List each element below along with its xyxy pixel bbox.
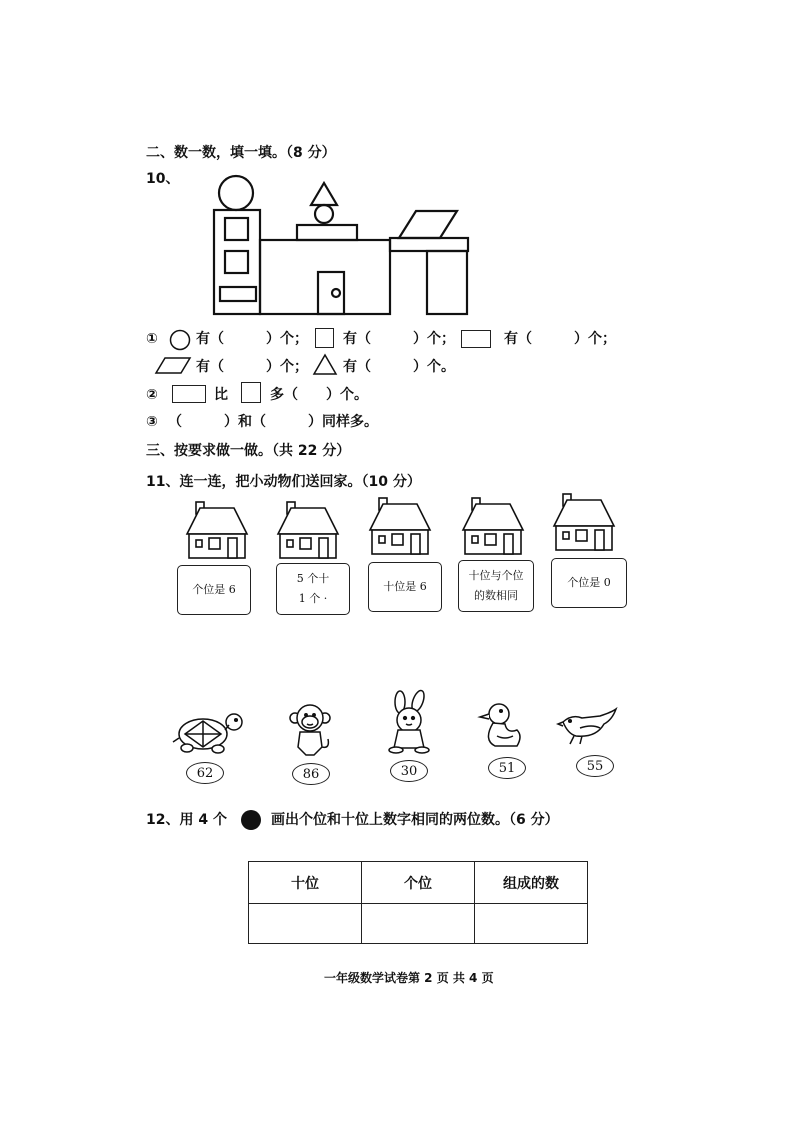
house-label-card[interactable]	[551, 558, 627, 608]
house-label-line: 十位与个位	[468, 569, 524, 583]
square-count-blank[interactable]: 有（ ）个；	[343, 331, 455, 347]
house-label-line: 的数相同	[474, 589, 518, 602]
compare-word: 比	[214, 387, 228, 403]
triangle-count-blank[interactable]: 有（ ）个。	[343, 359, 455, 375]
house-icon	[275, 500, 341, 560]
house-icon	[460, 496, 526, 556]
house-label-card[interactable]	[276, 563, 350, 615]
table-header-row	[249, 862, 588, 904]
filled-dot-icon	[240, 809, 262, 831]
question-10-number: 10、	[146, 171, 180, 187]
house-label-line: 1 个 ·	[298, 592, 328, 605]
circle-shape-icon	[169, 329, 191, 351]
ones-answer-cell[interactable]	[362, 904, 475, 944]
square-shape-icon	[315, 328, 334, 348]
animal-number-badge[interactable]: 55	[576, 755, 614, 777]
table-header-ones: 个位	[362, 862, 475, 904]
rectangle-count-blank[interactable]: 有（ ）个；	[504, 331, 616, 347]
page-footer: 一年级数学试卷第 2 页 共 4 页	[324, 971, 494, 985]
animal-number-badge[interactable]: 62	[186, 762, 224, 784]
triangle-shape-icon	[313, 354, 337, 376]
house-icon	[367, 496, 433, 556]
monkey-icon	[288, 703, 332, 759]
item-2-marker: ②	[146, 387, 158, 403]
house-label-card[interactable]	[458, 560, 534, 612]
question-11-prompt: 11、连一连，把小动物们送回家。（10 分）	[146, 474, 421, 490]
table-header-tens: 十位	[249, 862, 362, 904]
bird-icon	[560, 706, 618, 746]
duck-icon	[477, 700, 525, 752]
answer-table	[248, 861, 588, 944]
number-answer-cell[interactable]	[475, 904, 588, 944]
section-3-heading: 三、按要求做一做。（共 22 分）	[146, 443, 351, 459]
animal-number-badge[interactable]: 51	[488, 757, 526, 779]
question-12-prompt-start: 12、用 4 个	[146, 812, 227, 828]
item-1-marker: ①	[146, 331, 158, 347]
animal-number-badge[interactable]: 86	[292, 763, 330, 785]
house-label-line: 5 个十	[296, 572, 330, 586]
house-label-line: 个位是 0	[567, 576, 611, 590]
question-12-prompt-end: 画出个位和十位上数字相同的两位数。（6 分）	[271, 812, 559, 828]
house-icon	[551, 492, 617, 552]
item-3-marker: ③	[146, 414, 158, 430]
rectangle-shape-icon	[172, 385, 206, 403]
parallelogram-shape-icon	[155, 357, 191, 375]
animal-number-badge[interactable]: 30	[390, 760, 428, 782]
house-label-card[interactable]	[177, 565, 251, 615]
house-label-line: 个位是 6	[192, 583, 236, 597]
same-count-blank[interactable]: （ ）和（ ）同样多。	[168, 414, 378, 430]
table-answer-row	[249, 904, 588, 944]
house-icon	[184, 500, 250, 560]
tens-answer-cell[interactable]	[249, 904, 362, 944]
house-label-line: 十位是 6	[383, 580, 427, 594]
section-2-heading: 二、数一数，填一填。（8 分）	[146, 145, 336, 161]
shape-building-figure	[0, 0, 794, 330]
house-label-card[interactable]	[368, 562, 442, 612]
rectangle-shape-icon	[461, 330, 491, 348]
more-count-blank[interactable]: 多（ ）个。	[270, 387, 368, 403]
circle-count-blank[interactable]: 有（ ）个；	[196, 331, 308, 347]
turtle-icon	[172, 708, 248, 756]
table-header-number: 组成的数	[475, 862, 588, 904]
parallelogram-count-blank[interactable]: 有（ ）个；	[196, 359, 308, 375]
square-shape-icon	[241, 382, 261, 403]
rabbit-icon	[384, 690, 434, 756]
